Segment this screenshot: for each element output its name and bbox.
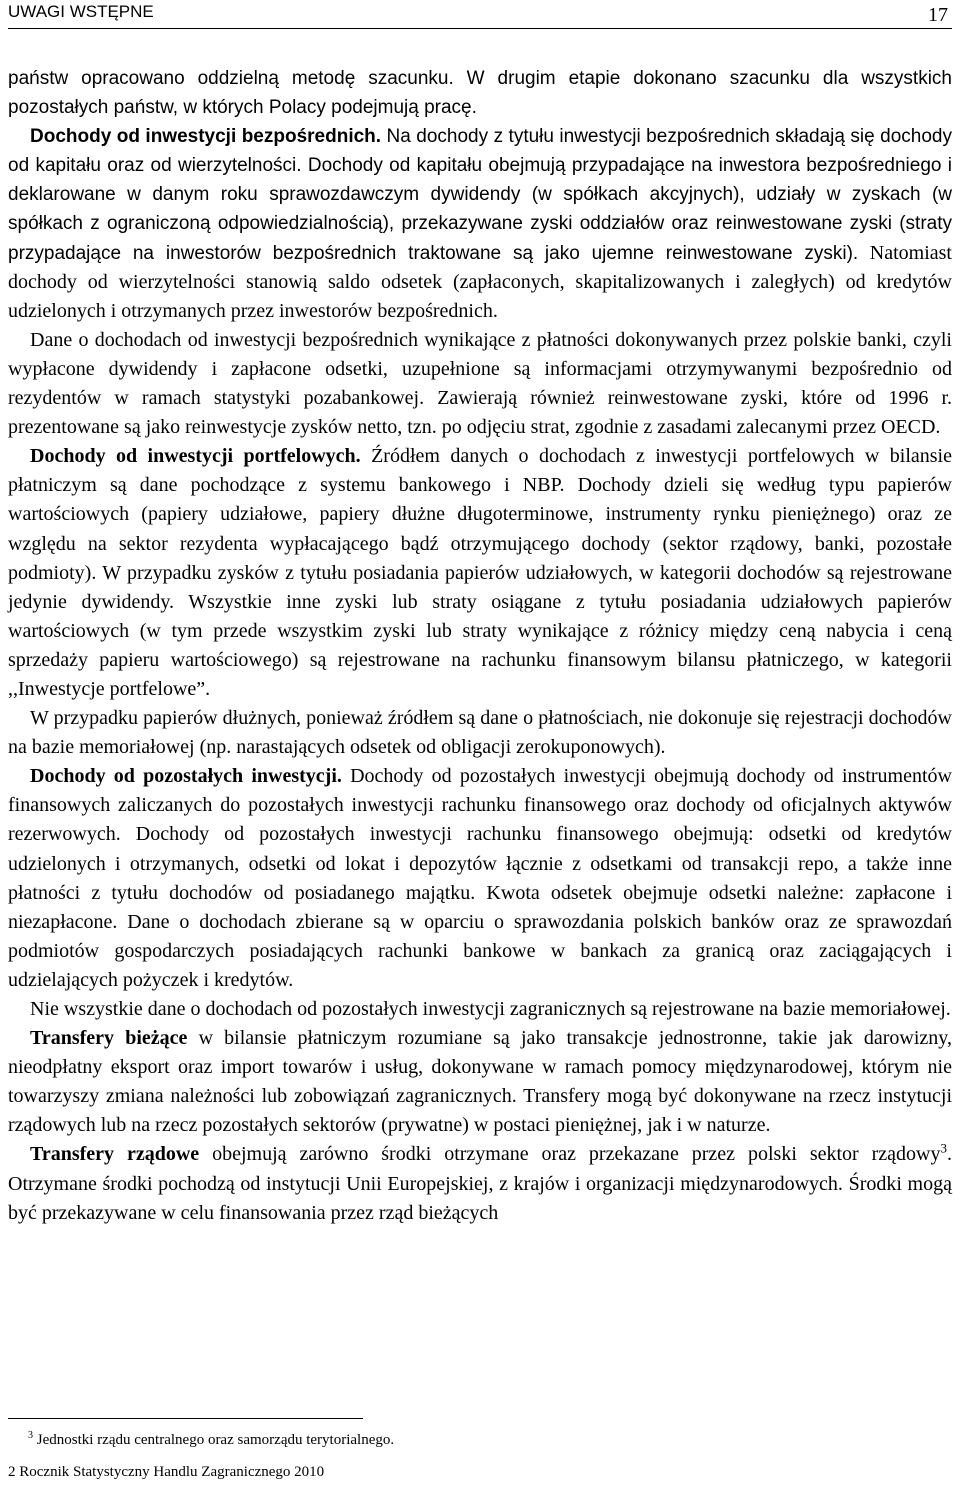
- paragraph-text: w bilansie płatniczym rozumiane są jako transakcje jednostronne, takie jak darowizny, nieodpłatny eksport oraz import towarów i usług, dokonywane w ramach pomocy międzynarodowej, którym nie towarzyszy zmiana należności lub zobowiązań zagranicznych. Transfery mogą być dokonywane na rzecz instytucji rządowych lub na rzecz pozostałych sektorów (prywatne) w postaci pieniężnej, jak i w naturze.: [8, 1027, 952, 1137]
- paragraph-text: Dochody od kapitału obejmują przypadające na inwestora bezpośredniego i deklarowane w danym roku sprawozdawczym dywidendy (w spółkach akcyjnych), udziały w zyskach (w spółkach z ograniczoną odpowiedzialnością), przekazywane zyski oddziałów oraz reinwestowane zyski (straty przypadające na inwestorów bezpośrednich traktowane są jako ujemne reinwestowane zyski).: [8, 155, 952, 264]
- footnote-mark: 3: [28, 1430, 33, 1441]
- paragraph-text: Nie wszystkie dane o dochodach od pozostałych inwestycji zagranicznych są rejestrowane na bazie memoriałowej.: [30, 998, 951, 1020]
- paragraph: [8, 326, 952, 442]
- section-title: UWAGI WSTĘPNE: [8, 2, 154, 21]
- paragraph-text: państw opracowano oddzielną metodę szacunku. W drugim etapie dokonano szacunku dla wszystkich pozostałych państw, w których Polacy podejmują pracę.: [8, 68, 952, 119]
- paragraph-text: Dane o dochodach od inwestycji bezpośrednich wynikające z płatności dokonywanych przez polskie banki, czyli wypłacone dywidendy i zapłacone odsetki, uzupełnione są informacjami otrzymywanymi bezpośrednio od rezydentów w ramach statystyki pozabankowej. Zawierają również reinwestowane zyski, które od 1996 r. prezentowane są jako reinwestycje zysków netto, tzn. po odjęciu strat, zgodnie z zasadami zalecanymi przez OECD.: [8, 328, 952, 439]
- paragraph: [8, 64, 952, 122]
- paragraph: [8, 1140, 952, 1227]
- running-header: [8, 0, 952, 29]
- paragraph-lead: Transfery rządowe: [30, 1143, 200, 1166]
- footnote: [28, 1432, 394, 1449]
- paragraph: [8, 442, 952, 704]
- footnote-text: Jednostki rządu centralnego oraz samorządu terytorialnego.: [33, 1432, 395, 1448]
- document-body: [8, 64, 952, 1228]
- footnote-separator: [8, 1418, 363, 1419]
- paragraph: [8, 1024, 952, 1140]
- footnote-reference[interactable]: 3: [940, 1140, 947, 1156]
- paragraph-text: obejmują zarówno środki otrzymane oraz przekazane przez polski sektor rządowy: [199, 1143, 941, 1166]
- paragraph: [8, 995, 952, 1024]
- paragraph-text: Źródłem danych o dochodach z inwestycji portfelowych w bilansie płatniczym są dane pochodzące z systemu bankowego i NBP. Dochody dzieli się według typu papierów wartościowych (papiery udziałowe, papiery dłużne długoterminowe, instrumenty rynku pieniężnego) oraz ze względu na sektor rezydenta wypłacającego bądź otrzymującego dochody (sektor rządowy, banki, pozostałe podmioty). W przypadku zysków z tytułu posiadania papierów udziałowych, w kategorii dochodów są rejestrowane jedynie dywidendy. Wszystkie inne zyski lub straty osiągane z tytułu posiadania udziałowych papierów wartościowych (w tym przede wszystkim zyski lub straty wynikające z różnicy między ceną nabycia i ceną sprzedaży papieru wartościowego) są rejestrowane na rachunku finansowym bilansu płatniczego, w kategorii ,,Inwestycje portfelowe”.: [8, 445, 952, 700]
- paragraph: [8, 762, 952, 995]
- page-number: 17: [928, 4, 948, 26]
- paragraph-text: Dochody od pozostałych inwestycji obejmują dochody od instrumentów finansowych zaliczanych do pozostałych inwestycji rachunku finansowego oraz dochody od oficjalnych aktywów rezerwowych. Dochody od pozostałych inwestycji rachunku finansowego obejmują: odsetki od kredytów udzielonych i otrzymanych, odsetki od lokat i depozytów łącznie z odsetkami od transakcji repo, a także inne płatności z tytułu dochodów od posiadanego majątku. Kwota odsetek obejmuje odsetki należne: zapłacone i niezapłacone. Dane o dochodach zbierane są w oparciu o sprawozdania polskich banków oraz ze sprawozdań podmiotów gospodarczych posiadających rachunki bankowe w bankach za granicą oraz zaciągających i udzielających pożyczek i kredytów.: [8, 765, 952, 991]
- paragraph-text: Na dochody z tytułu inwestycji bezpośrednich składają się dochody od kapitału oraz od wierzytelności.: [8, 126, 952, 177]
- paragraph-lead: Transfery bieżące: [30, 1027, 188, 1050]
- paragraph-text: . Otrzymane środki pochodzą od instytucji Unii Europejskiej, z krajów i organizacji międzynarodowych. Środki mogą być przekazywane w celu finansowania przez rząd bieżących: [8, 1143, 952, 1224]
- paragraph-lead: Dochody od pozostałych inwestycji.: [30, 765, 342, 788]
- paragraph-lead: Dochody od inwestycji bezpośrednich.: [30, 126, 382, 148]
- page-footer: 2 Rocznik Statystyczny Handlu Zagranicznego 2010: [8, 1464, 325, 1480]
- paragraph: [8, 122, 952, 326]
- paragraph-text: Natomiast dochody od wierzytelności stanowią saldo odsetek (zapłaconych, skapitalizowanych i zaległych) od kredytów udzielonych i otrzymanych przez inwestorów bezpośrednich.: [8, 241, 952, 322]
- paragraph-text: W przypadku papierów dłużnych, ponieważ źródłem są dane o płatnościach, nie dokonuje się rejestracji dochodów na bazie memoriałowej (np. narastających odsetek od obligacji zerokuponowych).: [8, 707, 952, 759]
- paragraph-lead: Dochody od inwestycji portfelowych.: [30, 445, 361, 468]
- paragraph: [8, 704, 952, 762]
